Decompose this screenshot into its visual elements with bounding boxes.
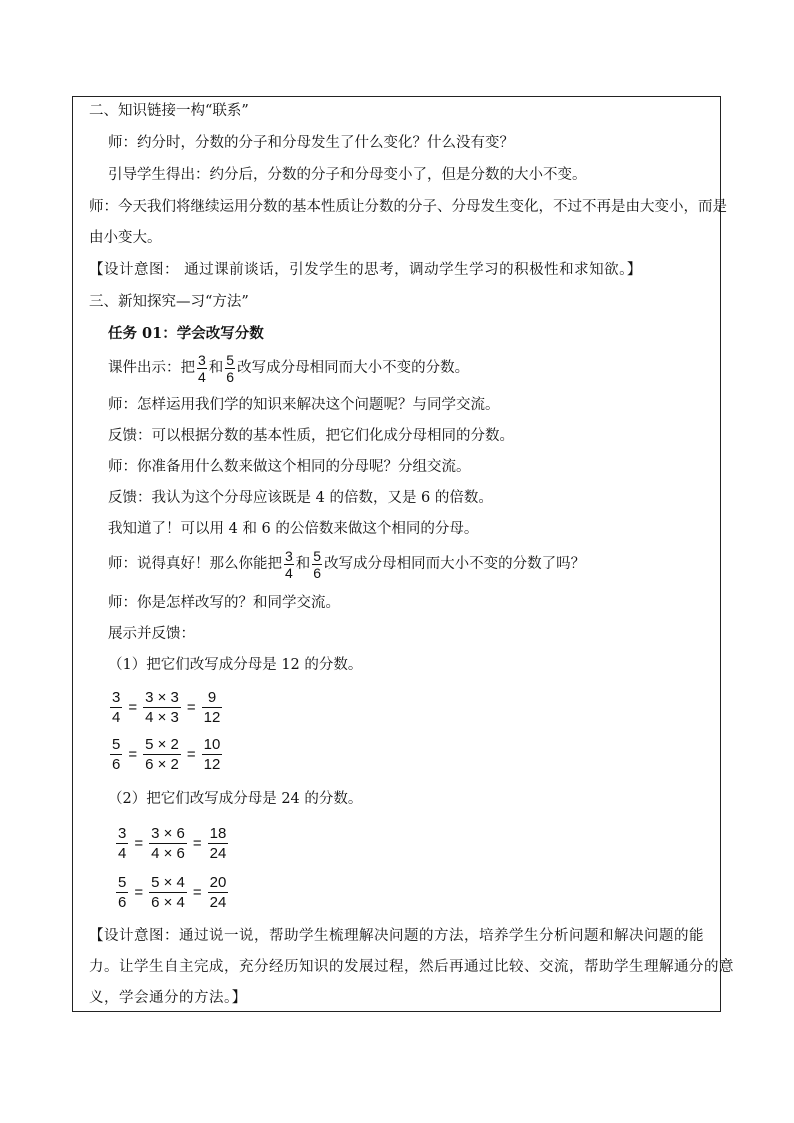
task-title: 任务 01：学会改写分数	[108, 325, 264, 342]
courseware-and: 和	[208, 360, 224, 376]
teacher-question-4: 师：你是怎样改写的？和同学交流。	[108, 595, 340, 611]
praise-suffix: 改写成分母相同而大小不变的分数了吗？	[324, 556, 586, 572]
feedback-2: 反馈：我认为这个分母应该既是 4 的倍数，又是 6 的倍数。	[108, 490, 493, 506]
section-2-heading: 二、知识链接一构“联系”	[89, 103, 249, 119]
teacher-statement-line1: 师：今天我们将继续运用分数的基本性质让分数的分子、分母发生变化，不过不再是由大变小，而是	[89, 199, 727, 215]
case-2-label: （2）把它们改写成分母是 24 的分数。	[108, 791, 363, 807]
fraction-five-sixths: $\frac{5}{6}$	[226, 351, 235, 385]
teacher-question-2: 师：怎样运用我们学的知识来解决这个问题呢？与同学交流。	[108, 397, 500, 413]
equation-3-4-to-24: $\frac{3}{4}$ = $\frac{3 \times 6}{4 \times 6}$ = $\frac{18}{24}$	[118, 825, 227, 862]
fraction-five-sixths: $\frac{5}{6}$	[313, 547, 322, 581]
equation-3-4-to-12: $\frac{3}{4}$ = $\frac{3 \times 3}{4 \times 3}$ = $\frac{9}{12}$	[112, 689, 221, 726]
teacher-statement-line2: 由小变大。	[89, 230, 162, 246]
praise-and: 和	[295, 556, 311, 572]
courseware-suffix: 改写成分母相同而大小不变的分数。	[237, 360, 470, 376]
teacher-question-3: 师：你准备用什么数来做这个相同的分母呢？分组交流。	[108, 459, 471, 475]
design-note-2-line2: 力。让学生自主完成，充分经历知识的发展过程，然后再通过比较、交流，帮助学生理解通分的意	[89, 959, 734, 975]
teacher-question: 师：约分时，分数的分子和分母发生了什么变化？什么没有变？	[108, 135, 514, 151]
equation-fraction: $\frac{3 \times 6}{4 \times 6}$	[151, 825, 185, 862]
equation-fraction: $\frac{20}{24}$	[209, 874, 227, 911]
design-note-2-line3: 义，学会通分的方法。】	[89, 990, 247, 1006]
section-3-heading: 三、新知探究—习“方法”	[89, 294, 249, 310]
feedback-1: 反馈：可以根据分数的基本性质，把它们化成分母相同的分数。	[108, 428, 514, 444]
fraction-three-quarters: $\frac{3}{4}$	[198, 351, 206, 385]
equation-5-6-to-12: $\frac{5}{6}$ = $\frac{5 \times 2}{6 \times 2}$ = $\frac{10}{12}$	[112, 736, 221, 773]
student-insight: 我知道了！可以用 4 和 6 的公倍数来做这个相同的分母。	[108, 521, 479, 537]
design-note-1: 【设计意图： 通过课前谈话，引发学生的思考，调动学生学习的积极性和求知欲。】	[89, 262, 642, 278]
equation-fraction: $\frac{5 \times 4}{6 \times 4}$	[151, 874, 185, 911]
show-feedback: 展示并反馈：	[108, 626, 195, 642]
praise-line	[108, 545, 585, 583]
courseware-prefix: 课件出示：把	[108, 360, 195, 376]
equation-5-6-to-24: $\frac{5}{6}$ = $\frac{5 \times 4}{6 \times 4}$ = $\frac{20}{24}$	[118, 874, 227, 911]
courseware-line	[108, 349, 469, 387]
equation-fraction: $\frac{3 \times 3}{4 \times 3}$	[145, 689, 179, 726]
fraction-three-quarters: $\frac{3}{4}$	[285, 547, 293, 581]
equation-fraction: $\frac{3}{4}$	[118, 825, 127, 862]
equation-fraction: $\frac{5 \times 2}{6 \times 2}$	[145, 736, 179, 773]
equation-fraction: $\frac{10}{12}$	[203, 736, 221, 773]
equation-fraction: $\frac{18}{24}$	[209, 825, 227, 862]
equation-fraction: $\frac{5}{6}$	[112, 736, 121, 773]
equation-fraction: $\frac{9}{12}$	[203, 689, 221, 726]
equation-fraction: $\frac{3}{4}$	[112, 689, 121, 726]
design-note-2-line1: 【设计意图：通过说一说，帮助学生梳理解决问题的方法，培养学生分析问题和解决问题的能	[89, 928, 704, 944]
guide-text: 引导学生得出：约分后，分数的分子和分母变小了，但是分数的大小不变。	[108, 167, 587, 183]
praise-prefix: 师：说得真好！那么你能把	[108, 556, 282, 572]
case-1-label: （1）把它们改写成分母是 12 的分数。	[108, 657, 363, 673]
equation-fraction: $\frac{5}{6}$	[118, 874, 127, 911]
